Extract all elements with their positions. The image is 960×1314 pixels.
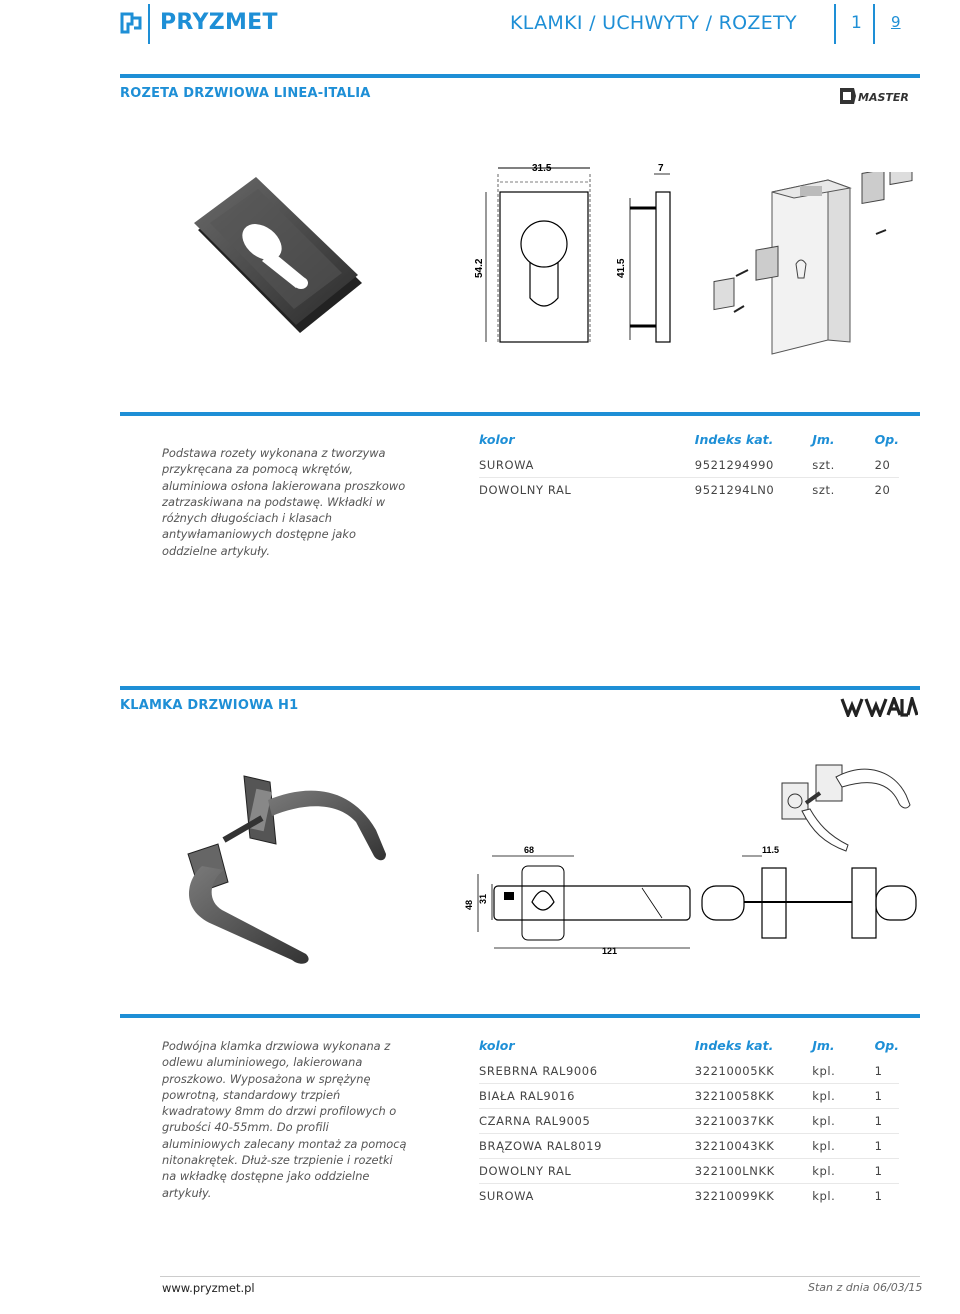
cell-index: 32210037KK xyxy=(695,1109,812,1134)
footer-divider xyxy=(160,1276,920,1277)
wala-logo xyxy=(840,697,918,717)
page-number: 9 xyxy=(891,13,901,31)
table-row xyxy=(479,1084,899,1109)
header-divider-2 xyxy=(834,4,836,44)
dim-width: 31.5 xyxy=(532,163,552,174)
col-header-unit: Jm. xyxy=(812,1038,835,1053)
col-header-color: kolor xyxy=(479,432,515,447)
section-title: KLAMKA DRZWIOWA H1 xyxy=(120,698,299,713)
section-rule xyxy=(120,74,920,78)
table-row xyxy=(479,1059,899,1084)
cell-unit: szt. xyxy=(812,478,874,503)
cell-unit: kpl. xyxy=(812,1084,874,1109)
cell-index: 32210058KK xyxy=(695,1084,812,1109)
cell-color: BIAŁA RAL9016 xyxy=(479,1084,695,1109)
handle-technical-drawing xyxy=(462,840,922,960)
table-row xyxy=(479,478,899,503)
handle-photo xyxy=(172,770,397,980)
footer-website-link[interactable]: www.pryzmet.pl xyxy=(162,1281,255,1295)
dim-11-5: 11.5 xyxy=(762,845,780,855)
cell-pack: 1 xyxy=(875,1159,899,1184)
col-header-unit: Jm. xyxy=(812,432,835,447)
table-header-row xyxy=(479,432,899,453)
col-header-index: Indeks kat. xyxy=(694,1038,774,1053)
cell-color: DOWOLNY RAL xyxy=(479,478,695,503)
dim-68: 68 xyxy=(524,845,535,855)
cell-unit: kpl. xyxy=(812,1064,836,1078)
section-rule xyxy=(120,412,920,416)
pryzmet-logo-icon xyxy=(120,12,142,34)
cell-color: CZARNA RAL9005 xyxy=(479,1109,695,1134)
col-header-index: Indeks kat. xyxy=(694,432,774,447)
table-row xyxy=(479,1184,899,1209)
table-row xyxy=(479,1159,899,1184)
master-logo xyxy=(838,86,918,106)
cell-index: 32210043KK xyxy=(695,1134,812,1159)
brand-name: PRYZMET xyxy=(160,10,278,35)
dim-inner: 41.5 xyxy=(616,258,627,278)
svg-text:MASTER: MASTER xyxy=(858,91,909,104)
product-description: Podwójna klamka drzwiowa wykonana z odlewu aluminiowego, lakierowana proszkowo. Wyposażona w sprężynę powrotną, standardowy trzpień kwadratowy 8mm do drzwi profilowych o grubości 40-55mm. Do profili aluminiowych zalecany montaż za pomocą nitonakrętek. Dłuż-sze trzpienie i rozetki na wkładkę dostępne jako oddzielne artykuły. xyxy=(162,1039,407,1200)
section-rule xyxy=(120,1014,920,1018)
cell-unit: kpl. xyxy=(812,1109,874,1134)
table-row xyxy=(479,453,899,478)
cell-index: 32210099KK xyxy=(695,1184,812,1209)
cell-pack: 20 xyxy=(875,478,899,503)
header-divider xyxy=(148,4,150,44)
col-header-pack: Op. xyxy=(874,432,899,447)
cell-pack: 1 xyxy=(875,1084,899,1109)
cell-pack: 1 xyxy=(875,1184,899,1209)
cell-unit: kpl. xyxy=(812,1184,874,1209)
cell-pack: 20 xyxy=(874,458,891,472)
cell-unit: kpl. xyxy=(812,1159,874,1184)
rosette-photo xyxy=(190,175,370,340)
dim-31: 31 xyxy=(478,893,488,904)
dim-depth: 7 xyxy=(658,163,664,174)
dim-121: 121 xyxy=(602,946,618,956)
chapter-number: 1 xyxy=(851,13,862,33)
col-header-color: kolor xyxy=(479,1038,515,1053)
cell-pack: 1 xyxy=(875,1109,899,1134)
section-rule xyxy=(120,686,920,690)
cell-color: SUROWA xyxy=(479,1184,695,1209)
footer-date: Stan z dnia 06/03/15 xyxy=(808,1281,923,1294)
dim-height: 54.2 xyxy=(474,258,485,278)
cell-color: BRĄZOWA RAL8019 xyxy=(479,1134,695,1159)
cell-unit: szt. xyxy=(812,458,835,472)
cell-pack: 1 xyxy=(875,1134,899,1159)
table-row xyxy=(479,1109,899,1134)
rosette-technical-drawing xyxy=(460,158,680,348)
cell-index: 322100LNKK xyxy=(695,1159,812,1184)
cell-color: DOWOLNY RAL xyxy=(479,1159,695,1184)
section-title: ROZETA DRZWIOWA LINEA-ITALIA xyxy=(120,86,371,101)
cell-unit: kpl. xyxy=(812,1134,874,1159)
product-table xyxy=(479,432,899,502)
header-divider-3 xyxy=(873,4,875,44)
rosette-assembly-illustration xyxy=(700,172,922,362)
cell-color: SUROWA xyxy=(479,458,534,472)
cell-pack: 1 xyxy=(874,1064,883,1078)
cell-index: 9521294990 xyxy=(694,458,774,472)
dim-48: 48 xyxy=(464,899,474,910)
page-category: KLAMKI / UCHWYTY / ROZETY xyxy=(510,12,797,34)
product-description: Podstawa rozety wykonana z tworzywa przykręcana za pomocą wkrętów, aluminiowa osłona lakierowana proszkowo zatrzaskiwana na podstawę. Wkładki w różnych długościach i klasach antywłamaniowych dostępne jako oddzielne artykuły. xyxy=(162,446,406,558)
cell-index: 9521294LN0 xyxy=(695,478,812,503)
col-header-pack: Op. xyxy=(874,1038,899,1053)
product-table xyxy=(479,1038,899,1208)
table-header-row xyxy=(479,1038,899,1059)
table-row xyxy=(479,1134,899,1159)
cell-color: SREBRNA RAL9006 xyxy=(479,1064,598,1078)
cell-index: 32210005KK xyxy=(694,1064,775,1078)
